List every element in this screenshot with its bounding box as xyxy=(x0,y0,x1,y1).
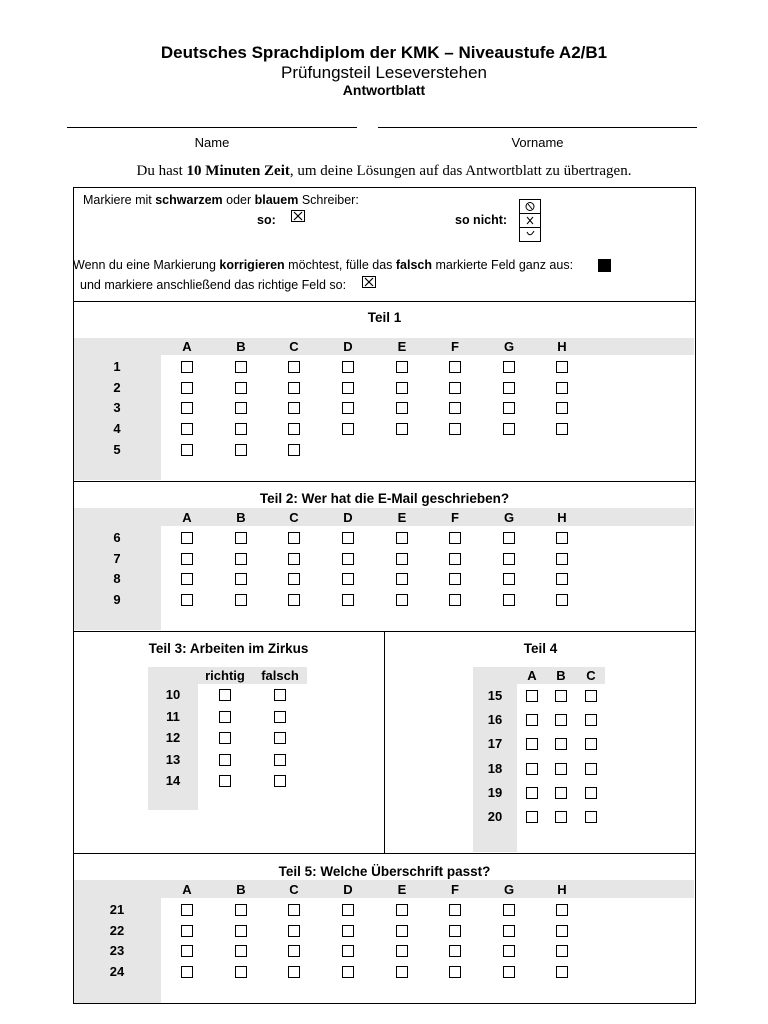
filled-box-icon xyxy=(598,259,611,272)
teil2-answer-checkbox[interactable] xyxy=(181,573,193,585)
teil3-row-number: 12 xyxy=(165,730,181,746)
teil2-answer-checkbox[interactable] xyxy=(288,532,300,544)
correction-instruction: Wenn du eine Markierung korrigieren möchtest, fülle das falsch markierte Feld ganz aus: xyxy=(73,258,574,272)
teil3-column-header: falsch xyxy=(261,668,299,683)
teil3-row-number: 14 xyxy=(165,773,181,789)
teil2-answer-checkbox[interactable] xyxy=(181,553,193,565)
teil4-answer-checkbox[interactable] xyxy=(526,811,538,823)
name-label: Name xyxy=(194,135,230,150)
teil2-answer-checkbox[interactable] xyxy=(288,573,300,585)
teil2-answer-checkbox[interactable] xyxy=(503,553,515,565)
teil2-header-band xyxy=(74,508,694,526)
teil3-row-number: 11 xyxy=(166,708,180,724)
teil5-column-header: H xyxy=(557,882,567,897)
teil1-title: Teil 1 xyxy=(367,310,402,325)
teil2-answer-checkbox[interactable] xyxy=(288,594,300,606)
teil1-column-header: B xyxy=(236,339,246,354)
teil5-answer-checkbox[interactable] xyxy=(235,925,247,937)
teil5-row-number: 24 xyxy=(109,963,125,979)
teil5-column-header: A xyxy=(182,882,192,897)
teil2-answer-checkbox[interactable] xyxy=(342,532,354,544)
teil2-answer-checkbox[interactable] xyxy=(342,594,354,606)
teil3-answer-checkbox[interactable] xyxy=(274,732,286,744)
teil1-column-header: G xyxy=(503,339,515,354)
teil1-answer-checkbox[interactable] xyxy=(396,423,408,435)
teil4-answer-checkbox[interactable] xyxy=(555,714,567,726)
teil4-title: Teil 4 xyxy=(523,641,558,656)
teil3-answer-checkbox[interactable] xyxy=(219,732,231,744)
teil2-column-header: C xyxy=(289,510,299,525)
teil5-answer-checkbox[interactable] xyxy=(235,945,247,957)
teil2-answer-checkbox[interactable] xyxy=(556,532,568,544)
sheet-title: Antwortblatt xyxy=(342,82,426,98)
teil1-answer-checkbox[interactable] xyxy=(396,402,408,414)
teil5-answer-checkbox[interactable] xyxy=(288,966,300,978)
teil1-column-header: A xyxy=(182,339,192,354)
teil4-row-number: 16 xyxy=(487,712,503,728)
teil2-answer-checkbox[interactable] xyxy=(288,553,300,565)
teil4-row-number: 15 xyxy=(487,688,503,703)
teil2-answer-checkbox[interactable] xyxy=(556,553,568,565)
teil3-answer-checkbox[interactable] xyxy=(219,689,231,701)
teil2-answer-checkbox[interactable] xyxy=(235,573,247,585)
teil1-answer-checkbox[interactable] xyxy=(449,423,461,435)
teil2-row-number: 7 xyxy=(113,550,121,566)
teil4-column-header: C xyxy=(586,668,596,683)
teil1-row-number: 5 xyxy=(113,441,121,457)
teil5-answer-checkbox[interactable] xyxy=(556,925,568,937)
teil5-answer-checkbox[interactable] xyxy=(556,966,568,978)
vorname-field[interactable] xyxy=(378,127,697,128)
teil5-answer-checkbox[interactable] xyxy=(396,945,408,957)
teil3-row-number: 13 xyxy=(165,751,181,767)
teil5-answer-checkbox[interactable] xyxy=(235,966,247,978)
teil4-answer-checkbox[interactable] xyxy=(585,763,597,775)
teil1-row-number: 3 xyxy=(113,400,121,416)
teil5-column-header: E xyxy=(397,882,407,897)
teil1-answer-checkbox[interactable] xyxy=(181,361,193,373)
teil5-answer-checkbox[interactable] xyxy=(288,925,300,937)
teil2-row-number: 6 xyxy=(113,530,121,545)
teil2-answer-checkbox[interactable] xyxy=(556,573,568,585)
teil5-row-number: 21 xyxy=(109,902,125,917)
teil4-row-number: 17 xyxy=(487,736,503,752)
teil1-answer-checkbox[interactable] xyxy=(288,402,300,414)
teil5-answer-checkbox[interactable] xyxy=(288,945,300,957)
teil3-title: Teil 3: Arbeiten im Zirkus xyxy=(148,641,309,656)
teil5-answer-checkbox[interactable] xyxy=(449,925,461,937)
teil3-row-number: 10 xyxy=(165,687,181,702)
page-title: Deutsches Sprachdiplom der KMK – Niveaustufe A2/B1 xyxy=(160,43,608,62)
teil2-answer-checkbox[interactable] xyxy=(181,532,193,544)
teil5-column-header: C xyxy=(289,882,299,897)
teil1-answer-checkbox[interactable] xyxy=(235,444,247,456)
teil1-answer-checkbox[interactable] xyxy=(556,361,568,373)
teil1-answer-checkbox[interactable] xyxy=(449,402,461,414)
teil1-answer-checkbox[interactable] xyxy=(235,382,247,394)
teil1-answer-checkbox[interactable] xyxy=(235,423,247,435)
teil1-row-number: 4 xyxy=(113,421,121,437)
vorname-label: Vorname xyxy=(511,135,564,150)
teil2-answer-checkbox[interactable] xyxy=(556,594,568,606)
teil4-answer-checkbox[interactable] xyxy=(555,738,567,750)
teil4-answer-checkbox[interactable] xyxy=(526,738,538,750)
teil4-answer-checkbox[interactable] xyxy=(585,690,597,702)
teil4-answer-checkbox[interactable] xyxy=(526,714,538,726)
teil2-answer-checkbox[interactable] xyxy=(396,594,408,606)
teil4-answer-checkbox[interactable] xyxy=(526,690,538,702)
page-subtitle: Prüfungsteil Leseverstehen xyxy=(280,63,488,82)
teil4-column-header: A xyxy=(527,668,537,683)
teil2-row-number: 8 xyxy=(113,571,121,587)
teil2-answer-checkbox[interactable] xyxy=(449,553,461,565)
teil3-answer-checkbox[interactable] xyxy=(219,775,231,787)
teil1-answer-checkbox[interactable] xyxy=(181,444,193,456)
teil5-answer-checkbox[interactable] xyxy=(288,904,300,916)
teil1-answer-checkbox[interactable] xyxy=(181,382,193,394)
teil5-column-header: F xyxy=(451,882,459,897)
teil2-column-header: G xyxy=(503,510,515,525)
teil4-column-header: B xyxy=(556,668,566,683)
teil1-answer-checkbox[interactable] xyxy=(556,423,568,435)
teil1-answer-checkbox[interactable] xyxy=(503,361,515,373)
teil4-answer-checkbox[interactable] xyxy=(555,690,567,702)
teil1-answer-checkbox[interactable] xyxy=(288,382,300,394)
teil4-answer-checkbox[interactable] xyxy=(555,811,567,823)
teil5-row-number: 22 xyxy=(109,922,125,938)
teil1-answer-checkbox[interactable] xyxy=(342,382,354,394)
teil5-answer-checkbox[interactable] xyxy=(503,966,515,978)
teil1-answer-checkbox[interactable] xyxy=(288,444,300,456)
teil2-column-header: H xyxy=(557,510,567,525)
teil5-column-header: D xyxy=(343,882,353,897)
teil3-answer-checkbox[interactable] xyxy=(274,689,286,701)
teil5-answer-checkbox[interactable] xyxy=(181,945,193,957)
teil2-answer-checkbox[interactable] xyxy=(503,573,515,585)
teil2-answer-checkbox[interactable] xyxy=(449,532,461,544)
so-nicht-label: so nicht: xyxy=(455,213,508,227)
teil5-column-header: B xyxy=(236,882,246,897)
teil3-column-header: richtig xyxy=(205,668,245,683)
teil5-answer-checkbox[interactable] xyxy=(503,945,515,957)
teil2-title: Teil 2: Wer hat die E-Mail geschrieben? xyxy=(259,491,510,506)
teil5-answer-checkbox[interactable] xyxy=(449,966,461,978)
teil4-row-number: 19 xyxy=(487,784,503,800)
teil1-answer-checkbox[interactable] xyxy=(342,402,354,414)
teil5-row-number: 23 xyxy=(109,943,125,958)
teil1-answer-checkbox[interactable] xyxy=(235,361,247,373)
teil1-answer-checkbox[interactable] xyxy=(449,361,461,373)
teil4-answer-checkbox[interactable] xyxy=(585,738,597,750)
teil2-answer-checkbox[interactable] xyxy=(449,594,461,606)
teil4-row-number: 18 xyxy=(487,760,503,776)
teil5-header-band xyxy=(74,880,694,898)
teil2-column-header: F xyxy=(451,510,459,525)
teil5-answer-checkbox[interactable] xyxy=(449,904,461,916)
teil1-column-header: H xyxy=(557,339,567,354)
teil2-answer-checkbox[interactable] xyxy=(396,553,408,565)
teil5-answer-checkbox[interactable] xyxy=(556,945,568,957)
name-field[interactable] xyxy=(67,127,357,128)
teil5-answer-checkbox[interactable] xyxy=(556,904,568,916)
teil4-answer-checkbox[interactable] xyxy=(555,787,567,799)
divider-teil2 xyxy=(73,481,696,482)
teil5-answer-checkbox[interactable] xyxy=(342,925,354,937)
teil5-answer-checkbox[interactable] xyxy=(342,945,354,957)
teil5-answer-checkbox[interactable] xyxy=(503,904,515,916)
teil1-answer-checkbox[interactable] xyxy=(556,402,568,414)
teil1-header-band xyxy=(74,338,694,355)
teil1-row-number: 1 xyxy=(113,359,121,374)
teil4-answer-checkbox[interactable] xyxy=(526,787,538,799)
teil1-answer-checkbox[interactable] xyxy=(503,402,515,414)
teil5-answer-checkbox[interactable] xyxy=(342,904,354,916)
teil1-answer-checkbox[interactable] xyxy=(396,361,408,373)
teil1-row-number: 2 xyxy=(113,379,121,395)
teil1-column-header: E xyxy=(397,339,407,354)
teil1-answer-checkbox[interactable] xyxy=(342,361,354,373)
teil5-answer-checkbox[interactable] xyxy=(235,904,247,916)
teil2-column-header: D xyxy=(343,510,353,525)
teil5-title: Teil 5: Welche Überschrift passt? xyxy=(278,864,491,879)
teil1-column-header: C xyxy=(289,339,299,354)
teil2-answer-checkbox[interactable] xyxy=(503,594,515,606)
teil2-answer-checkbox[interactable] xyxy=(181,594,193,606)
divider-teil5 xyxy=(73,853,696,854)
teil5-column-header: G xyxy=(503,882,515,897)
teil1-answer-checkbox[interactable] xyxy=(288,361,300,373)
teil2-answer-checkbox[interactable] xyxy=(503,532,515,544)
then-instruction: und markiere anschließend das richtige Feld so: xyxy=(80,278,347,292)
teil4-answer-checkbox[interactable] xyxy=(585,714,597,726)
teil2-column-header: E xyxy=(397,510,407,525)
teil3-answer-checkbox[interactable] xyxy=(274,754,286,766)
teil2-answer-checkbox[interactable] xyxy=(396,573,408,585)
teil5-answer-checkbox[interactable] xyxy=(449,945,461,957)
teil3-answer-checkbox[interactable] xyxy=(219,711,231,723)
teil1-answer-checkbox[interactable] xyxy=(503,423,515,435)
teil1-answer-checkbox[interactable] xyxy=(181,423,193,435)
teil4-answer-checkbox[interactable] xyxy=(585,811,597,823)
teil1-answer-checkbox[interactable] xyxy=(235,402,247,414)
so-label: so: xyxy=(257,213,276,227)
teil5-answer-checkbox[interactable] xyxy=(181,966,193,978)
teil1-column-header: F xyxy=(451,339,459,354)
teil2-column-header: A xyxy=(182,510,192,525)
wrong-marks-icon xyxy=(519,199,541,242)
teil1-answer-checkbox[interactable] xyxy=(288,423,300,435)
teil3-number-band xyxy=(148,684,198,810)
teil5-answer-checkbox[interactable] xyxy=(396,904,408,916)
teil5-answer-checkbox[interactable] xyxy=(181,925,193,937)
teil2-row-number: 9 xyxy=(113,592,121,608)
teil2-column-header: B xyxy=(236,510,246,525)
mark-instruction: Markiere mit schwarzem oder blauem Schreiber: xyxy=(83,193,359,207)
teil4-answer-checkbox[interactable] xyxy=(555,763,567,775)
teil5-answer-checkbox[interactable] xyxy=(503,925,515,937)
intro-text: Du hast 10 Minuten Zeit, um deine Lösungen auf das Antwortblatt zu übertragen. xyxy=(136,163,632,179)
teil4-answer-checkbox[interactable] xyxy=(585,787,597,799)
example-crossed-box-icon xyxy=(362,276,376,288)
teil3-answer-checkbox[interactable] xyxy=(274,775,286,787)
teil5-answer-checkbox[interactable] xyxy=(181,904,193,916)
teil1-answer-checkbox[interactable] xyxy=(449,382,461,394)
teil5-answer-checkbox[interactable] xyxy=(396,925,408,937)
teil1-answer-checkbox[interactable] xyxy=(396,382,408,394)
teil1-answer-checkbox[interactable] xyxy=(342,423,354,435)
teil2-answer-checkbox[interactable] xyxy=(235,532,247,544)
teil5-answer-checkbox[interactable] xyxy=(396,966,408,978)
teil1-column-header: D xyxy=(343,339,353,354)
teil1-answer-checkbox[interactable] xyxy=(503,382,515,394)
teil1-answer-checkbox[interactable] xyxy=(181,402,193,414)
teil4-answer-checkbox[interactable] xyxy=(526,763,538,775)
teil4-row-number: 20 xyxy=(487,809,503,824)
divider-teil1 xyxy=(73,301,696,302)
teil2-answer-checkbox[interactable] xyxy=(342,553,354,565)
teil2-answer-checkbox[interactable] xyxy=(235,553,247,565)
teil2-answer-checkbox[interactable] xyxy=(449,573,461,585)
example-crossed-box-icon xyxy=(291,210,305,222)
teil1-answer-checkbox[interactable] xyxy=(556,382,568,394)
divider-teil3-teil4 xyxy=(384,631,385,853)
teil2-answer-checkbox[interactable] xyxy=(342,573,354,585)
teil2-answer-checkbox[interactable] xyxy=(396,532,408,544)
teil3-answer-checkbox[interactable] xyxy=(274,711,286,723)
teil3-answer-checkbox[interactable] xyxy=(219,754,231,766)
teil2-answer-checkbox[interactable] xyxy=(235,594,247,606)
teil5-answer-checkbox[interactable] xyxy=(342,966,354,978)
